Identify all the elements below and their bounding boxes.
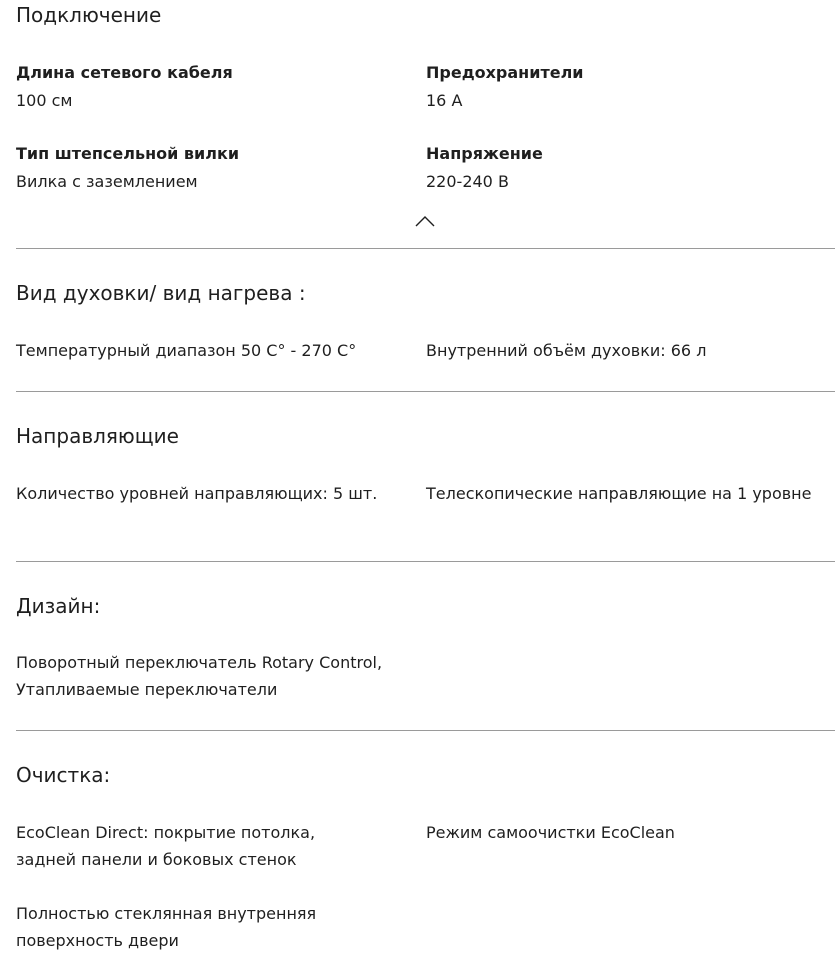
divider (16, 561, 835, 562)
spec-fuses (426, 62, 838, 114)
spec-voltage (426, 143, 838, 195)
section-title-connection: Подключение (16, 3, 162, 27)
spec-controls: Поворотный переключатель Rotary Control, Утапливаемые переключатели (16, 653, 383, 699)
spec-self-cleaning: Режим самоочистки EcoClean (426, 823, 675, 842)
divider (16, 391, 835, 392)
section-title-cleaning: Очистка: (16, 763, 111, 787)
chevron-up-icon (412, 208, 438, 234)
spec-rail-levels: Количество уровней направляющих: 5 шт. (16, 484, 378, 503)
spec-label: Предохранители (426, 63, 584, 82)
spec-cable-length (16, 62, 396, 114)
section-title-rails: Направляющие (16, 424, 179, 448)
spec-temperature-range: Температурный диапазон 50 C° - 270 C° (16, 341, 357, 360)
spec-glass-door: Полностью стеклянная внутренняя поверхность двери (16, 904, 317, 950)
spec-value: 100 см (16, 91, 73, 110)
spec-oven-volume: Внутренний объём духовки: 66 л (426, 341, 707, 360)
spec-label: Тип штепсельной вилки (16, 144, 240, 163)
spec-value: 16 А (426, 91, 463, 110)
collapse-button[interactable] (412, 208, 438, 234)
section-title-oven-type: Вид духовки/ вид нагрева : (16, 281, 306, 305)
divider (16, 730, 835, 731)
spec-label: Длина сетевого кабеля (16, 63, 233, 82)
divider (16, 248, 835, 249)
spec-label: Напряжение (426, 144, 543, 163)
spec-ecoclean-direct: EcoClean Direct: покрытие потолка, задней панели и боковых стенок (16, 823, 316, 869)
spec-telescopic-rails: Телескопические направляющие на 1 уровне (426, 484, 812, 503)
spec-value: Вилка с заземлением (16, 172, 198, 191)
spec-value: 220-240 В (426, 172, 509, 191)
section-title-design: Дизайн: (16, 594, 101, 618)
spec-plug-type (16, 143, 396, 195)
